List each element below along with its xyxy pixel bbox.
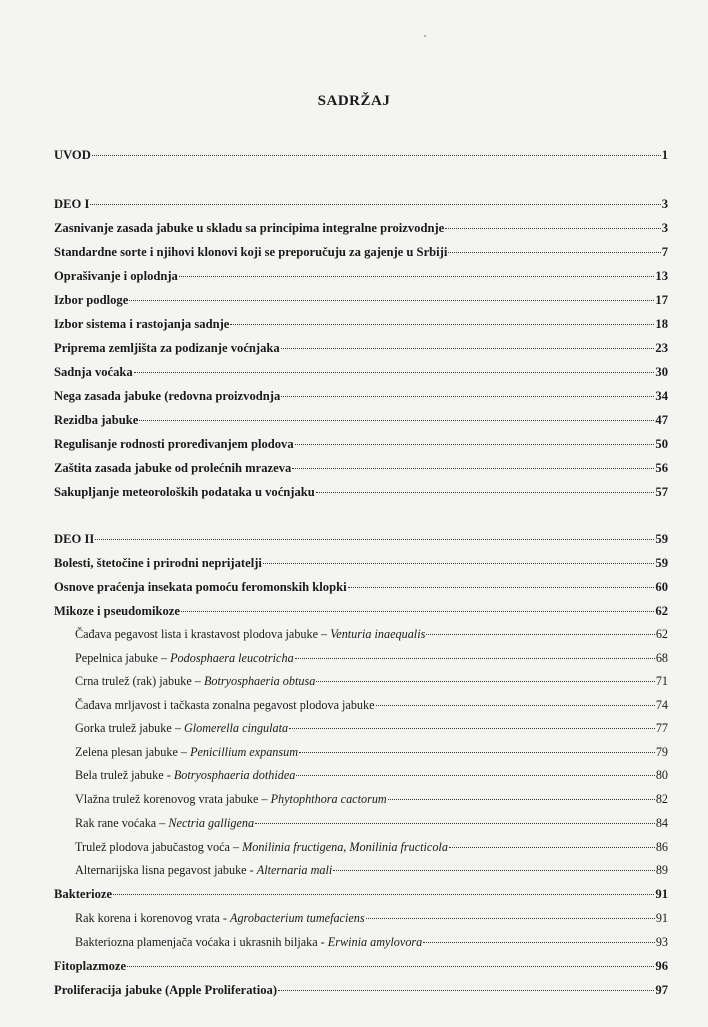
toc-entry — [54, 579, 668, 595]
toc-entry-text: Priprema zemljišta za podizanje voćnjaka — [54, 341, 280, 355]
toc-entry — [54, 388, 668, 404]
page-title: SADRŽAJ — [317, 93, 391, 109]
dot-leader — [281, 396, 654, 397]
toc-entry-latin-name: Penicillium expansum — [190, 745, 299, 759]
toc-entry-page-number: 34 — [655, 389, 668, 403]
toc-entry-title — [54, 460, 291, 476]
toc-entry — [75, 767, 668, 783]
dot-leader — [348, 587, 655, 588]
toc-entry-page-number: 91 — [655, 911, 668, 925]
toc-entry-page-number: 96 — [655, 959, 668, 973]
toc-entry-text: DEO I — [54, 197, 90, 211]
toc-entry-title — [54, 412, 138, 428]
toc-entry-latin-name: Glomerella cingulata — [183, 721, 289, 735]
toc-entry — [54, 531, 668, 547]
toc-entry-text: Sakupljanje meteoroloških podataka u voćnjaku — [54, 485, 315, 499]
toc-entry-text: Gorka trulež jabuke – — [75, 721, 184, 735]
toc-entry — [75, 862, 668, 878]
toc-entry-text: Pepelnica jabuke – — [75, 651, 171, 665]
dot-leader — [299, 752, 655, 753]
toc-entry — [54, 436, 668, 452]
toc-entry-text: Izbor sistema i rastojanja sadnje — [54, 317, 230, 331]
dot-leader — [445, 228, 660, 229]
toc-entry-text: Bela trulež jabuke - — [75, 768, 174, 782]
dot-leader — [388, 799, 655, 800]
toc-entry-title — [54, 579, 347, 595]
toc-entry-title — [54, 196, 89, 212]
toc-entry-page-number: 57 — [655, 485, 668, 499]
toc-entry — [54, 147, 668, 163]
toc-entry-page-number: 7 — [661, 245, 668, 259]
dot-leader — [292, 468, 654, 469]
toc-entry — [54, 982, 668, 998]
toc-entry-page-number: 71 — [655, 674, 668, 688]
toc-entry-text: Zelena plesan jabuke – — [75, 745, 191, 759]
toc-entry-latin-name: Nectria galligena — [168, 816, 255, 830]
toc-entry-title — [54, 958, 126, 974]
toc-entry-title — [75, 815, 254, 831]
toc-entry-text: Vlažna trulež korenovog vrata jabuke – — [75, 792, 271, 806]
dot-leader — [129, 300, 654, 301]
toc-entry — [75, 934, 668, 950]
toc-entry-latin-name: Phytophthora cactorum — [270, 792, 387, 806]
toc-entry — [54, 316, 668, 332]
dot-leader — [127, 966, 654, 967]
toc-entry-text: Regulisanje rodnosti proređivanjem plodova — [54, 437, 294, 451]
toc-entry-page-number: 93 — [655, 935, 668, 949]
toc-entry-page-number: 23 — [655, 341, 668, 355]
toc-entry-text: Fitoplazmoze — [54, 959, 127, 973]
toc-entry-text: Rak rane voćaka – — [75, 816, 169, 830]
toc-entry — [54, 412, 668, 428]
dot-leader — [139, 420, 654, 421]
toc-entry-page-number: 17 — [655, 293, 668, 307]
toc-entry-page-number: 3 — [661, 197, 668, 211]
toc-entry — [54, 958, 668, 974]
toc-entry-text: Mikoze i pseudomikoze — [54, 604, 180, 618]
toc-entry — [75, 815, 668, 831]
toc-entry-title — [75, 767, 295, 783]
toc-entry-title — [75, 839, 448, 855]
toc-entry-page-number: 97 — [655, 983, 668, 997]
toc-entry-title — [75, 934, 422, 950]
dot-leader — [426, 634, 654, 635]
dot-leader — [134, 372, 655, 373]
toc-entry-title — [54, 982, 277, 998]
toc-entry-title — [54, 147, 91, 163]
toc-entry — [54, 292, 668, 308]
toc-entry — [75, 673, 668, 689]
toc-entry-text: Oprašivanje i oplodnja — [54, 269, 178, 283]
toc-entry — [75, 650, 668, 666]
toc-entry-title — [54, 436, 294, 452]
toc-entry-title — [54, 484, 315, 500]
dot-leader — [423, 942, 655, 943]
toc-entry-page-number: 68 — [655, 651, 668, 665]
toc-entry — [54, 340, 668, 356]
toc-entry-latin-name: Botryosphaeria obtusa — [203, 674, 316, 688]
toc-entry-text: Proliferacija jabuke (Apple Proliferatioa) — [54, 983, 278, 997]
toc-entry-page-number: 77 — [655, 721, 668, 735]
dot-leader — [448, 252, 660, 253]
dot-leader — [230, 324, 654, 325]
toc-entry-text: Nega zasada jabuke (redovna proizvodnja — [54, 389, 281, 403]
toc-entry-title — [54, 364, 133, 380]
toc-entry-page-number: 3 — [661, 221, 668, 235]
dot-leader — [333, 870, 655, 871]
toc-entry — [54, 220, 668, 236]
toc-entry — [75, 744, 668, 760]
toc-entry-page-number: 89 — [655, 863, 668, 877]
toc-entry-text: Bakteriozna plamenjača voćaka i ukrasnih biljaka - — [75, 935, 328, 949]
dot-leader — [376, 705, 655, 706]
toc-entry-text: UVOD — [54, 148, 91, 162]
dot-leader — [92, 155, 661, 156]
toc-entry-text: Izbor podloge — [54, 293, 129, 307]
dot-leader — [263, 563, 655, 564]
toc-entry — [54, 244, 668, 260]
toc-entry-page-number: 56 — [655, 461, 668, 475]
dot-leader — [179, 276, 655, 277]
toc-entry-page-number: 62 — [655, 604, 668, 618]
toc-entry-latin-name: Venturia inaequalis — [330, 627, 426, 641]
toc-entry-title — [54, 292, 128, 308]
toc-entry-text: Alternarijska lisna pegavost jabuke - — [75, 863, 257, 877]
toc-entry-page-number: 13 — [655, 269, 668, 283]
toc-entry-text: DEO II — [54, 532, 95, 546]
toc-entry — [54, 364, 668, 380]
toc-entry — [54, 555, 668, 571]
toc-entry-page-number: 84 — [655, 816, 668, 830]
dot-leader — [255, 823, 655, 824]
toc-entry — [75, 720, 668, 736]
toc-entry-title — [54, 268, 178, 284]
dot-leader — [113, 894, 654, 895]
toc-entry-page-number: 82 — [655, 792, 668, 806]
toc-entry-title — [54, 603, 180, 619]
dot-leader — [281, 348, 655, 349]
toc-entry-latin-name: Erwinia amylovora — [327, 935, 423, 949]
toc-entry-title — [75, 650, 294, 666]
toc-entry-page-number: 50 — [655, 437, 668, 451]
toc-entry-latin-name: Agrobacterium tumefaciens — [230, 911, 365, 925]
toc-entry-latin-name: Podosphaera leucotricha — [170, 651, 294, 665]
toc-entry-title — [75, 910, 365, 926]
toc-entry-page-number: 1 — [661, 148, 668, 162]
dot-leader — [295, 658, 655, 659]
toc-entry-page-number: 62 — [655, 627, 668, 641]
toc-entry-title — [75, 720, 288, 736]
toc-entry — [54, 268, 668, 284]
toc-entry-text: Rezidba jabuke — [54, 413, 139, 427]
dot-leader — [95, 539, 654, 540]
toc-entry-title — [54, 340, 280, 356]
toc-entry-text: Čađava mrljavost i tačkasta zonalna pegavost plodova jabuke — [75, 698, 375, 712]
toc-entry-page-number: 47 — [655, 413, 668, 427]
toc-entry — [75, 791, 668, 807]
toc-entry-title — [54, 886, 112, 902]
toc-entry-text: Rak korena i korenovog vrata - — [75, 911, 230, 925]
toc-entry-title — [54, 220, 444, 236]
toc-entry — [75, 839, 668, 855]
toc-entry-page-number: 74 — [655, 698, 668, 712]
dot-leader — [181, 611, 654, 612]
toc-entry-latin-name: Monilinia fructigena, Monilinia fructicola — [242, 840, 448, 854]
toc-entry-latin-name: Botryosphaeria dothidea — [173, 768, 296, 782]
dot-leader — [366, 918, 655, 919]
toc-entry-title — [54, 555, 262, 571]
toc-entry-page-number: 60 — [655, 580, 668, 594]
toc-entry — [54, 196, 668, 212]
toc-entry — [54, 603, 668, 619]
dot-leader — [289, 728, 655, 729]
toc-entry-text: Trulež plodova jabučastog voća – — [75, 840, 243, 854]
toc-entry-page-number: 59 — [655, 532, 668, 546]
toc-entry-page-number: 80 — [655, 768, 668, 782]
dot-leader — [316, 492, 655, 493]
dot-leader — [90, 204, 660, 205]
toc-entry-page-number: 86 — [655, 840, 668, 854]
toc-entry-title — [54, 316, 229, 332]
toc-entry — [54, 460, 668, 476]
dot-leader — [295, 444, 655, 445]
dot-leader — [278, 990, 654, 991]
toc-entry-title — [75, 791, 387, 807]
toc-entry-title — [54, 244, 447, 260]
toc-entry-text: Zaštita zasada jabuke od prolećnih mrazeva — [54, 461, 292, 475]
toc-entry-text: Bolesti, štetočine i prirodni neprijatelji — [54, 556, 262, 570]
toc-entry-title — [75, 744, 298, 760]
toc-entry-text: Crna trulež (rak) jabuke – — [75, 674, 204, 688]
toc-entry — [54, 886, 668, 902]
toc-entry-title — [75, 697, 375, 713]
toc-entry-title — [75, 673, 315, 689]
dot-leader — [296, 775, 654, 776]
toc-entry — [54, 484, 668, 500]
toc-entry — [75, 910, 668, 926]
toc-entry-text: Osnove praćenja insekata pomoću feromonskih klopki — [54, 580, 347, 594]
toc-entry-text: Bakterioze — [54, 887, 113, 901]
toc-entry-title — [54, 531, 94, 547]
toc-entry-title — [54, 388, 280, 404]
toc-entry-text: Čađava pegavost lista i krastavost plodova jabuke – — [75, 627, 331, 641]
toc-entry-text: Zasnivanje zasada jabuke u skladu sa principima integralne proizvodnje — [54, 221, 445, 235]
toc-entry-text: Sadnja voćaka — [54, 365, 133, 379]
toc-entry-page-number: 59 — [655, 556, 668, 570]
toc-entry-text: Standardne sorte i njihovi klonovi koji se preporučuju za gajenje u Srbiji — [54, 245, 448, 259]
toc-entry-latin-name: Alternaria mali — [256, 863, 333, 877]
toc-entry-title — [75, 862, 332, 878]
toc-entry-page-number: 91 — [655, 887, 668, 901]
dot-leader — [316, 681, 654, 682]
toc-entry-page-number: 79 — [655, 745, 668, 759]
toc-entry — [75, 626, 668, 642]
toc-entry — [75, 697, 668, 713]
toc-entry-page-number: 18 — [655, 317, 668, 331]
toc-entry-page-number: 30 — [655, 365, 668, 379]
toc-entry-title — [75, 626, 425, 642]
dot-leader — [449, 847, 655, 848]
